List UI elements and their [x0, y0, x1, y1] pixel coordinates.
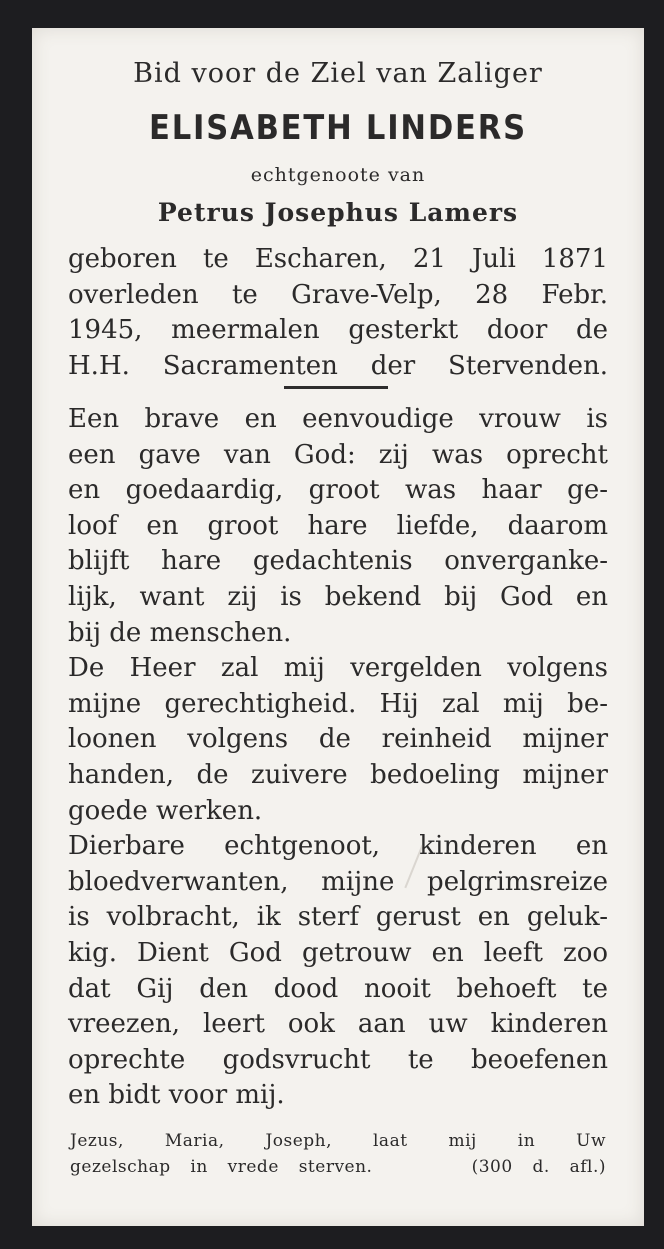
- body-line: lijk, want zij is bekend bij God en: [68, 581, 608, 612]
- spouse-relation: echtgenoote van: [250, 164, 426, 186]
- body-line: een gave van God: zij was oprecht: [68, 439, 608, 470]
- body-line: loof en groot hare liefde, daarom: [68, 510, 608, 541]
- body-block: [68, 402, 608, 1114]
- body-line: is volbracht, ik sterf gerust en geluk-: [68, 902, 608, 933]
- bio-line: H.H. Sacramenten der Stervenden.: [68, 350, 608, 381]
- body-line: oprechte godsvrucht te beoefenen: [68, 1044, 608, 1075]
- card-paper: [32, 28, 644, 1226]
- body-line: Een brave en eenvoudige vrouw is: [68, 404, 608, 434]
- bio-line: geboren te Escharen, 21 Juli 1871: [68, 244, 608, 274]
- bio-line: 1945, meermalen gesterkt door de: [68, 315, 608, 346]
- body-line: en goedaardig, groot was haar ge-: [68, 475, 608, 506]
- body-line: goede werken.: [68, 795, 263, 826]
- body-line: Dierbare echtgenoot, kinderen en: [68, 831, 608, 862]
- body-line: kig. Dient God getrouw en leeft zoo: [68, 937, 608, 968]
- body-line: De Heer zal mij vergelden volgens: [68, 653, 608, 684]
- body-line: vreezen, leert ook aan uw kinderen: [68, 1009, 608, 1040]
- divider-rule: [284, 386, 388, 389]
- deceased-name: ELISABETH LINDERS: [149, 108, 527, 148]
- bio-block: [68, 242, 608, 384]
- body-line: bloedverwanten, mijne pelgrimsreize: [68, 866, 608, 897]
- prayer-line: gezelschap in vrede sterven. (300 d. afl.): [70, 1157, 606, 1177]
- body-line: handen, de zuivere bedoeling mijner: [68, 759, 608, 790]
- body-line: mijne gerechtigheid. Hij zal mij be-: [68, 688, 608, 719]
- invocation-heading: Bid voor de Ziel van Zaliger: [133, 58, 543, 89]
- body-line: en bidt voor mij.: [68, 1080, 285, 1111]
- body-line: bij de menschen.: [68, 617, 292, 648]
- body-line: blijft hare gedachtenis onvergankе-: [68, 546, 608, 577]
- body-line: loonen volgens de reinheid mijner: [68, 724, 608, 755]
- prayer-block: [70, 1128, 606, 1180]
- spouse-name: Petrus Josephus Lamers: [157, 198, 519, 227]
- prayer-line: Jezus, Maria, Joseph, laat mij in Uw: [70, 1131, 606, 1151]
- body-line: dat Gij den dood nooit behoeft te: [68, 973, 608, 1004]
- bio-line: overleden te Grave-Velp, 28 Febr.: [68, 279, 608, 310]
